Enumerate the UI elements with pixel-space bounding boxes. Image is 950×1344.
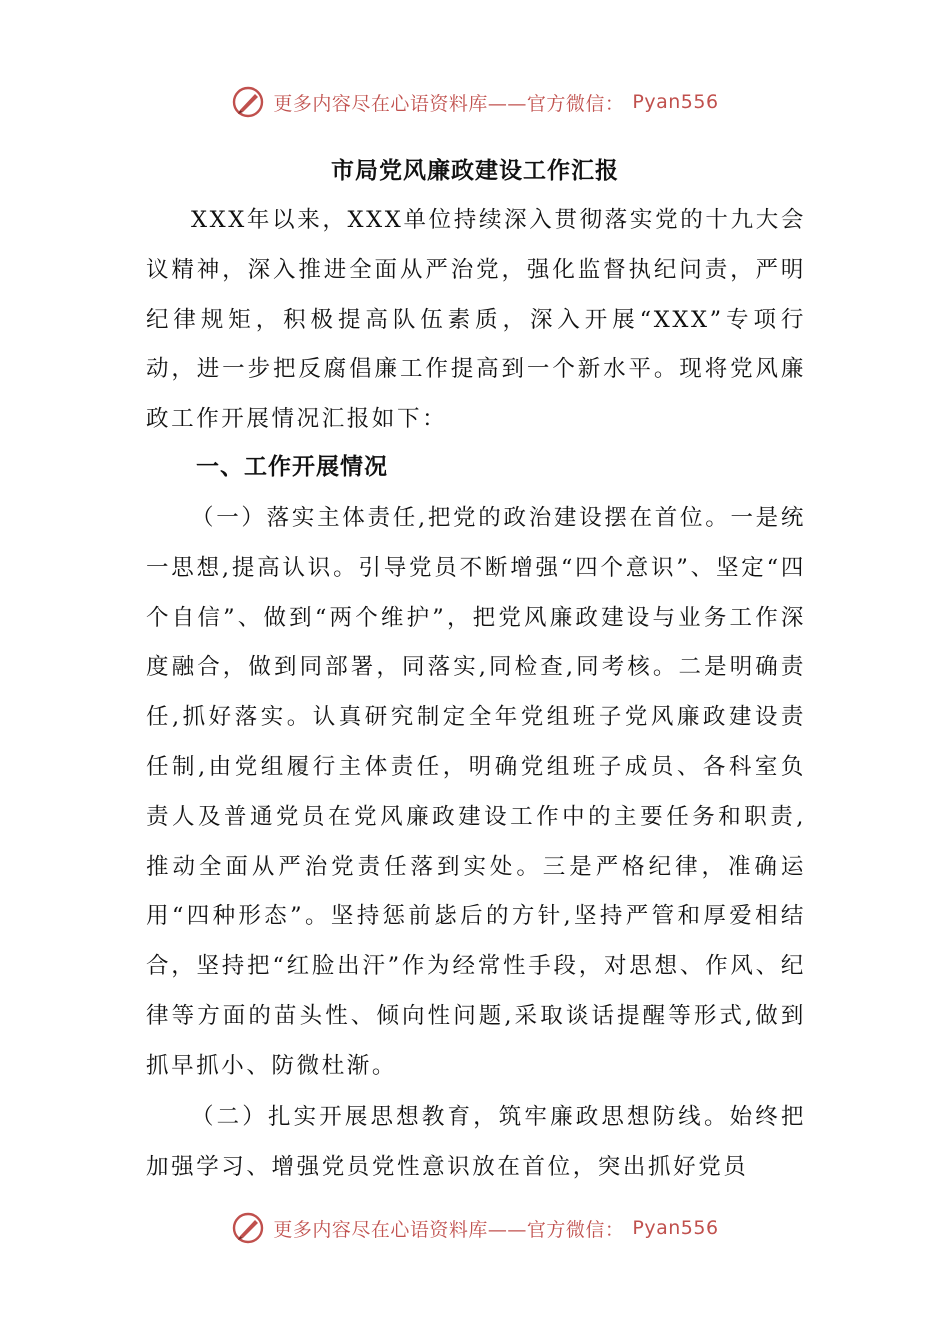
watermark-text: 更多内容尽在心语资料库——官方微信： bbox=[273, 1218, 625, 1241]
pen-circle-icon bbox=[231, 1211, 265, 1245]
watermark-wechat-id: Pyan556 bbox=[632, 1217, 719, 1239]
watermark-wechat-id: Pyan556 bbox=[632, 91, 719, 113]
pen-circle-icon bbox=[231, 85, 265, 119]
page-title: 市局党风廉政建设工作汇报 bbox=[331, 158, 619, 184]
section-paragraph-2: （二）扎实开展思想教育，筑牢廉政思想防线。始终把加强学习、增强党员党性意识放在首位，突出抓好党员 bbox=[146, 1104, 806, 1180]
footer-watermark bbox=[0, 1208, 950, 1248]
section-paragraph-1: （一）落实主体责任,把党的政治建设摆在首位。一是统一思想,提高认识。引导党员不断增强“四个意识”、坚定“四个自信”、做到“两个维护”，把党风廉政建设与业务工作深度融合，做到同部署，同落实,同检查,同考核。二是明确责任,抓好落实。认真研究制定全年党组班子党风廉政建设责任制,由党组履行主体责任，明确党组班子成员、各科室负责人及普通党员在党风廉政建设工作中的主要任务和职责,推动全面从严治党责任落到实处。三是严格纪律，准确运用“四种形态”。坚持惩前毖后的方针,坚持严管和厚爱相结合，坚持把“红脸出汗”作为经常性手段，对思想、作风、纪律等方面的苗头性、倾向性问题,采取谈话提醒等形式,做到抓早抓小、防微杜渐。 bbox=[146, 505, 806, 1079]
intro-paragraph: XXX年以来，XXX单位持续深入贯彻落实党的十九大会议精神，深入推进全面从严治党，强化监督执纪问责，严明纪律规矩，积极提高队伍素质，深入开展“XXX”专项行动，进一步把反腐倡廉工作提高到一个新水平。现将党风廉政工作开展情况汇报如下： bbox=[146, 207, 806, 433]
section-heading: 一、工作开展情况 bbox=[196, 454, 388, 480]
header-watermark bbox=[0, 82, 950, 122]
watermark-text: 更多内容尽在心语资料库——官方微信： bbox=[273, 92, 625, 115]
